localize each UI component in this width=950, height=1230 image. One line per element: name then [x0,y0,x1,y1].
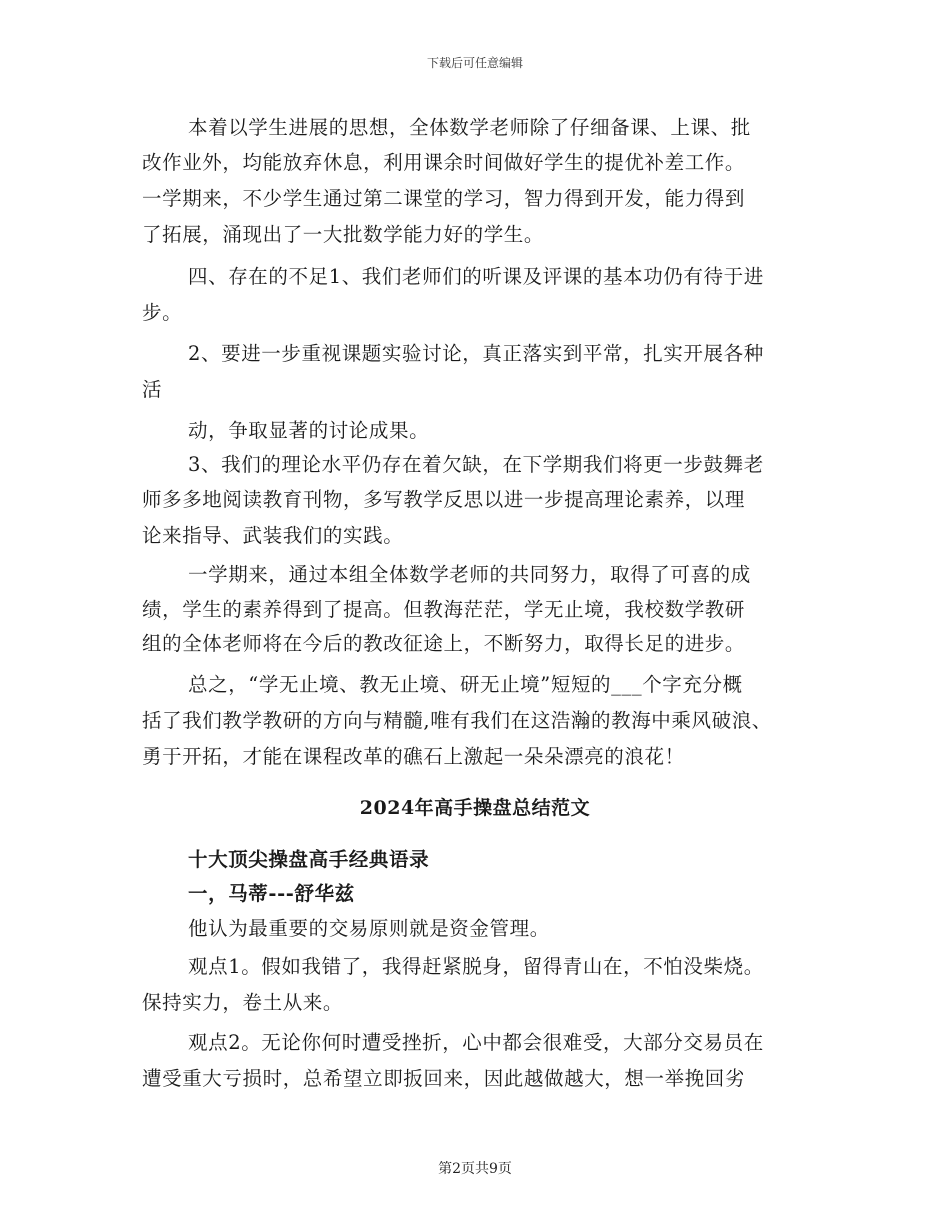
body-line: 观点2。无论你何时遭受挫折，心中都会很难受，大部分交易员在 [188,1031,764,1054]
body-line: 步。 [142,301,183,324]
body-line: 保持实力，卷土从来。 [142,991,344,1014]
body-line: 观点1。假如我错了，我得赶紧脱身，留得青山在，不怕没柴烧。 [188,955,764,978]
body-line: 括了我们教学教研的方向与精髓,唯有我们在这浩瀚的教海中乘风破浪、 [142,709,772,732]
body-line: 2、要进一步重视课题实验讨论，真正落实到平常，扎实开展各种 [188,342,764,365]
body-line: 活 [142,378,163,401]
body-line: 他认为最重要的交易原则就是资金管理。 [188,917,550,940]
body-line: 勇于开拓，才能在课程改革的礁石上激起一朵朵漂亮的浪花！ [142,745,685,768]
body-line: 遭受重大亏损时，总希望立即扳回来，因此越做越大，想一举挽回劣 [142,1067,746,1090]
body-line: 了拓展，涌现出了一大批数学能力好的学生。 [142,223,545,246]
page-header-note: 下载后可任意编辑 [426,56,523,70]
section-title: 2024年高手操盘总结范文 [359,797,591,819]
body-line: 动，争取显著的讨论成果。 [188,419,430,442]
body-line: 一学期来，不少学生通过第二课堂的学习，智力得到开发，能力得到 [142,187,746,210]
body-line: 一学期来，通过本组全体数学老师的共同努力，取得了可喜的成 [188,563,751,586]
body-line: 师多多地阅读教育刊物，多写教学反思以进一步提高理论素养，以理 [142,488,746,511]
body-line: 论来指导、武装我们的实践。 [142,524,404,547]
item-heading: 一，马蒂---舒华兹 [188,882,355,905]
body-line: 组的全体老师将在今后的教改征途上，不断努力，取得长足的进步。 [142,632,746,655]
body-line: 四、存在的不足1、我们老师们的听课及评课的基本功仍有待于进 [188,265,764,288]
body-line: 总之，“学无止境、教无止境、研无止境”短短的___个字充分概 [188,673,743,696]
body-line: 3、我们的理论水平仍存在着欠缺，在下学期我们将更一步鼓舞老 [188,453,764,476]
page-number: 第2页共9页 [438,1161,512,1177]
subheading: 十大顶尖操盘高手经典语录 [188,848,430,871]
body-line: 绩，学生的素养得到了提高。但教海茫茫，学无止境，我校数学教研 [142,598,746,621]
body-line: 改作业外，均能放弃休息，利用课余时间做好学生的提优补差工作。 [142,151,746,174]
body-line: 本着以学生进展的思想，全体数学老师除了仔细备课、上课、批 [188,116,751,139]
